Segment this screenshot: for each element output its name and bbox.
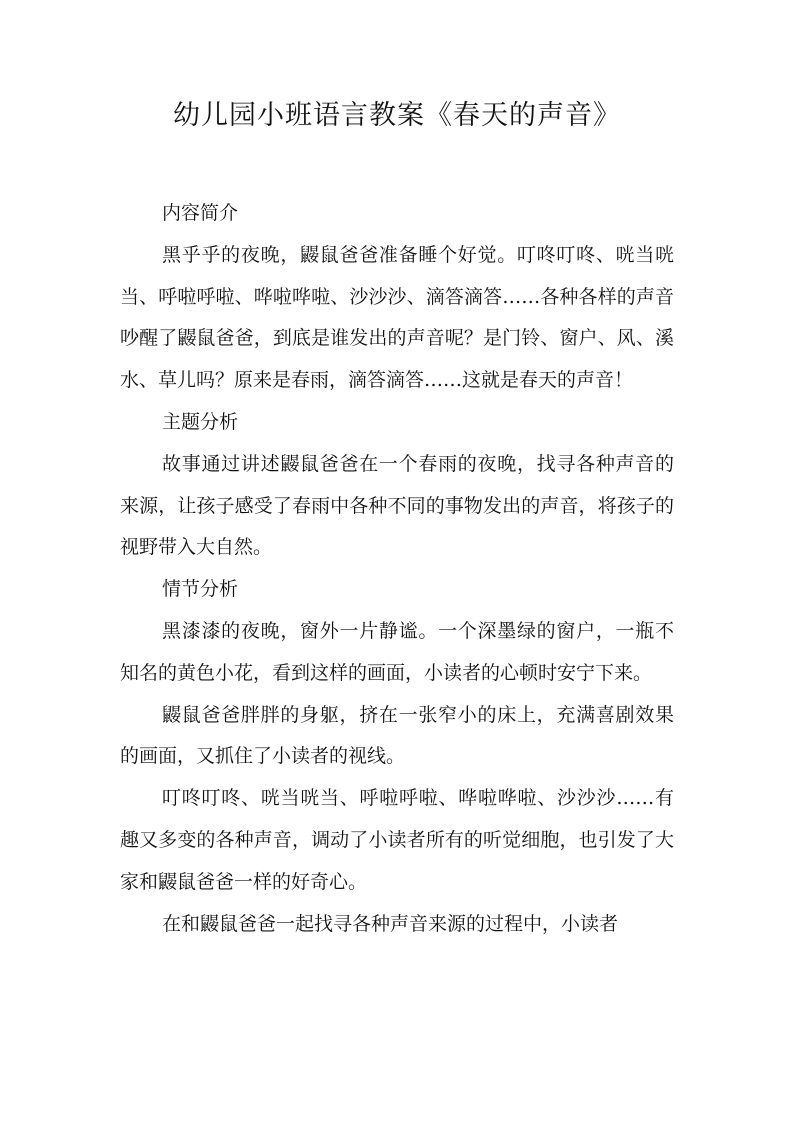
section-heading-plot: 情节分析	[162, 578, 239, 601]
paragraph: 故事通过讲述鼹鼠爸爸在一个春雨的夜晚，找寻各种声音的来源，让孩子感受了春雨中各种不同的事物发出的声音，将孩子的视野带入大自然。	[120, 452, 674, 559]
paragraph: 鼹鼠爸爸胖胖的身躯，挤在一张窄小的床上，充满喜剧效果的画面，又抓住了小读者的视线。	[120, 703, 674, 768]
paragraph: 在和鼹鼠爸爸一起找寻各种声音来源的过程中，小读者	[162, 912, 619, 935]
paragraph: 叮咚叮咚、咣当咣当、呼啦呼啦、哗啦哗啦、沙沙沙……有趣又多变的各种声音，调动了小读者所有的听觉细胞，也引发了大家和鼹鼠爸爸一样的好奇心。	[120, 787, 674, 893]
paragraph: 黑乎乎的夜晚，鼹鼠爸爸准备睡个好觉。叮咚叮咚、咣当咣当、呼啦呼啦、哗啦哗啦、沙沙沙、滴答滴答……各种各样的声音吵醒了鼹鼠爸爸，到底是谁发出的声音呢？是门铃、窗户、风、溪水、草儿吗？原来是春雨，滴答滴答……这就是春天的声音！	[120, 243, 674, 392]
section-heading-theme: 主题分析	[162, 410, 239, 433]
section-heading-intro: 内容简介	[162, 202, 239, 224]
document-body	[120, 193, 674, 945]
document-title: 幼儿园小班语言教案《春天的声音》	[173, 100, 621, 131]
paragraph: 黑漆漆的夜晚，窗外一片静谧。一个深墨绿的窗户，一瓶不知名的黄色小花，看到这样的画面，小读者的心顿时安宁下来。	[120, 619, 674, 684]
